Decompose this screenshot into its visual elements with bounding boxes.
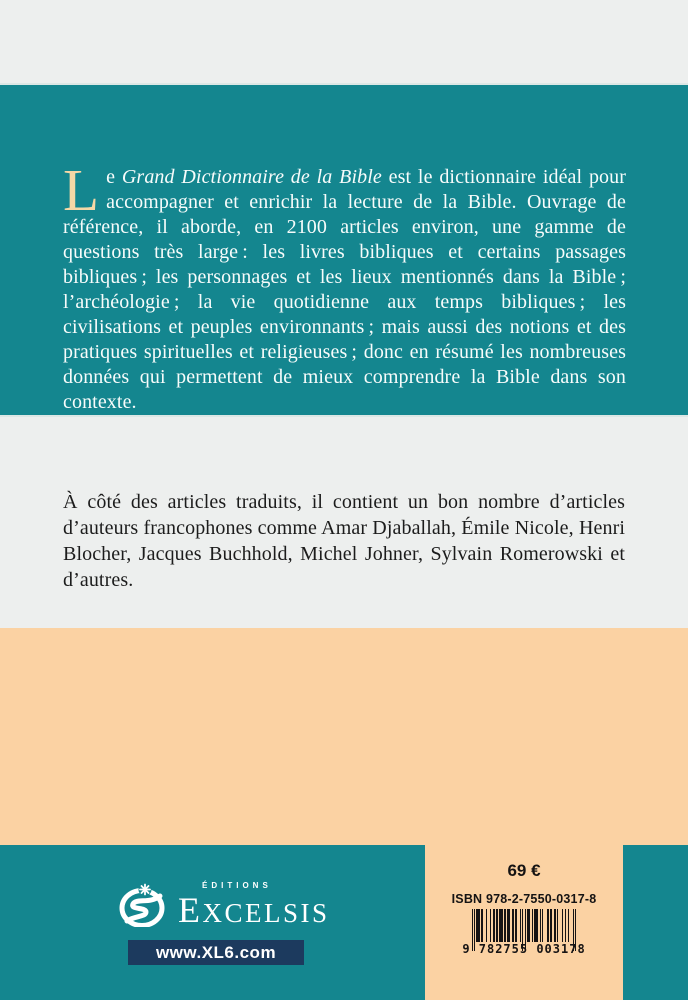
isbn-label: ISBN 978-2-7550-0317-8: [451, 892, 597, 906]
main-paragraph: [63, 157, 627, 415]
dropcap-letter: L: [63, 157, 100, 223]
commerce-column: [425, 845, 623, 1000]
excelsis-river-star-icon: [118, 883, 166, 927]
description-band: [0, 83, 688, 417]
main-paragraph-body: est le dictionnaire idéal pour accompagner et enrichir la lecture de la Bible. Ouvrage de référence, il aborde, en 2100 articles environ, une gamme de questions très large : les livres bibliques et certains passages bibliques ; les personnages et les lieux mentionnés dans la Bible ; l’archéologie ; la vie quotidienne aux temps bibliques ; les civilisations et peuples environnants ; mais aussi des notions et des pratiques spirituelles et religieuses ; donc en résumé les nombreuses données qui permettent de mieux comprendre la Bible dans son contexte.: [63, 166, 627, 413]
barcode-digits: 9 782755 003178: [462, 942, 586, 956]
peach-band: [0, 628, 688, 845]
editions-label: ÉDITIONS: [202, 881, 272, 890]
publisher-band: [0, 845, 688, 1000]
main-paragraph-lead: e: [106, 166, 122, 188]
website-bar: [128, 940, 304, 965]
top-margin-band: [0, 0, 688, 83]
website-url: www.XL6.com: [155, 942, 277, 962]
price-label: 69 €: [507, 861, 541, 880]
ean-barcode: [462, 909, 586, 957]
excelsis-logo: [118, 881, 330, 928]
authors-band: [0, 417, 688, 628]
excelsis-wordmark: [178, 881, 330, 928]
book-title-italic: Grand Dictionnaire de la Bible: [121, 166, 382, 188]
authors-paragraph: À côté des articles traduits, il contient un bon nombre d’articles d’auteurs francophones comme Amar Djaballah, Émile Nicole, Henri Blocher, Jacques Buchhold, Michel Johner, Sylvain Romerowski et d’autres.: [63, 491, 625, 591]
publisher-name: EXCELSIS: [178, 890, 330, 930]
